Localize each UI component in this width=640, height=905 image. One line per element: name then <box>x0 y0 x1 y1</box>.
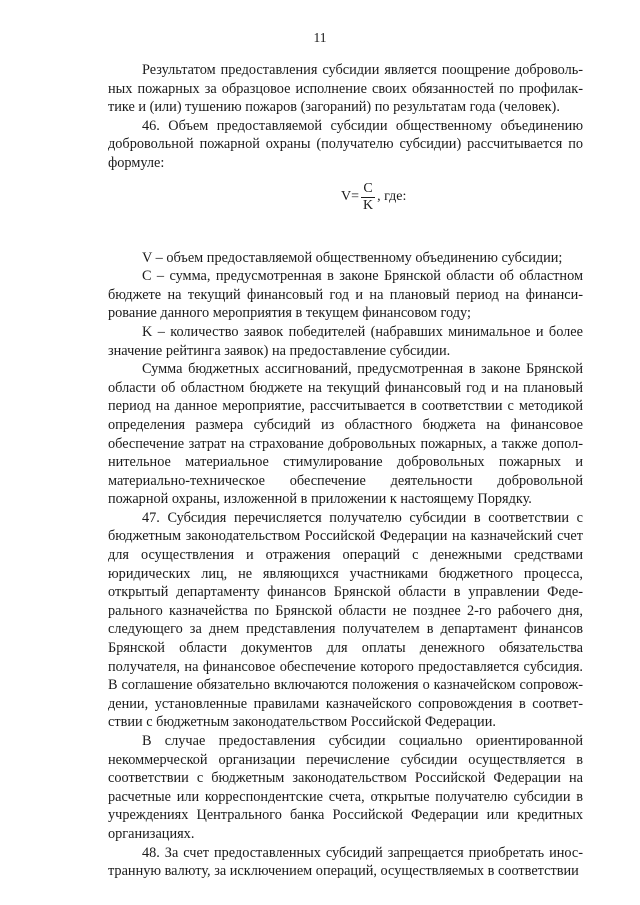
page-number: 11 <box>313 30 327 45</box>
definition-k: K – количество заявок победителей (набравших минимальное и более значение рейтинга заявок) на предоставление субсидии. <box>108 323 583 359</box>
formula <box>108 173 583 231</box>
formula-numerator: C <box>363 180 373 196</box>
definition-c: C – сумма, предусмотренная в законе Брянской области об областном бюджете на текущий финансовый год и на плановый период на финансирование данного мероприятия в текущем финансовом году; <box>108 268 583 322</box>
spacer <box>108 231 583 249</box>
paragraph-46: 46. Объем предоставляемой субсидии общественному объединению добровольной пожарной охраны (получателю субсидии) рассчитывается по формуле: <box>108 117 583 171</box>
paragraph-nko-case: В случае предоставления субсидии социально ориентированной некоммерческой организации перечисление субсидии осуществляется в соответствии с бюджетным законодательством Российской Федерации на расчетные или корреспондентские счета, открытые получателю субсидии в учреждениях Центрального банка Российской Федерации или кредитных организациях. <box>108 733 583 842</box>
document-body <box>108 61 583 881</box>
formula-denominator: K <box>363 197 374 213</box>
definition-v: V – объем предоставляемой общественному объединению субсидии; <box>142 249 563 266</box>
paragraph-result: Результатом предоставления субсидии является поощрение добровольных пожарных за образцовое исполнение своих обязанностей по профилактике и (или) тушению пожаров (загораний) по результатам года (человек). <box>108 62 583 116</box>
formula-suffix: , где: <box>377 188 407 204</box>
formula-lhs: V= <box>341 188 360 204</box>
paragraph-48: 48. За счет предоставленных субсидий запрещается приобретать иностранную валюту, за исключением операций, осуществляемых в соответствии <box>108 844 583 880</box>
paragraph-budget-amount: Сумма бюджетных ассигнований, предусмотренная в законе Брянской области об областном бюджете на текущий финансовый год и на плановый период на данное мероприятие, рассчитывается в соответствии с методикой определения размера субсидий из областного бюджета на финансовое обеспечение затрат на страхование добровольных пожарных, а также дополнительное материальное стимулирование добровольных пожарных и материально-техническое обеспечение деятельности добровольной пожарной охраны, изложенной в приложении к настоящему Порядку. <box>108 361 583 508</box>
paragraph-47: 47. Субсидия перечисляется получателю субсидии в соответствии с бюджетным законодательством Российской Федерации на казначейский счет для осуществления и отражения операций с денежными средствами юридических лиц, не являющихся участниками бюджетного процесса, открытый департаменту финансов Брянской области в управлении Федерального казначейства по Брянской области не позднее 2-го рабочего дня, следующего за днем представления получателем в департамент финансов Брянской области документов для оплаты денежного обязательства получателя, на финансовое обеспечение которого предоставляется субсидия. В соглашение обязательно включаются положения о казначейском сопровождении, установленные правилами казначейского сопровождения в соответствии с бюджетным законодательством Российской Федерации. <box>108 509 583 731</box>
formula-fraction <box>361 181 375 214</box>
